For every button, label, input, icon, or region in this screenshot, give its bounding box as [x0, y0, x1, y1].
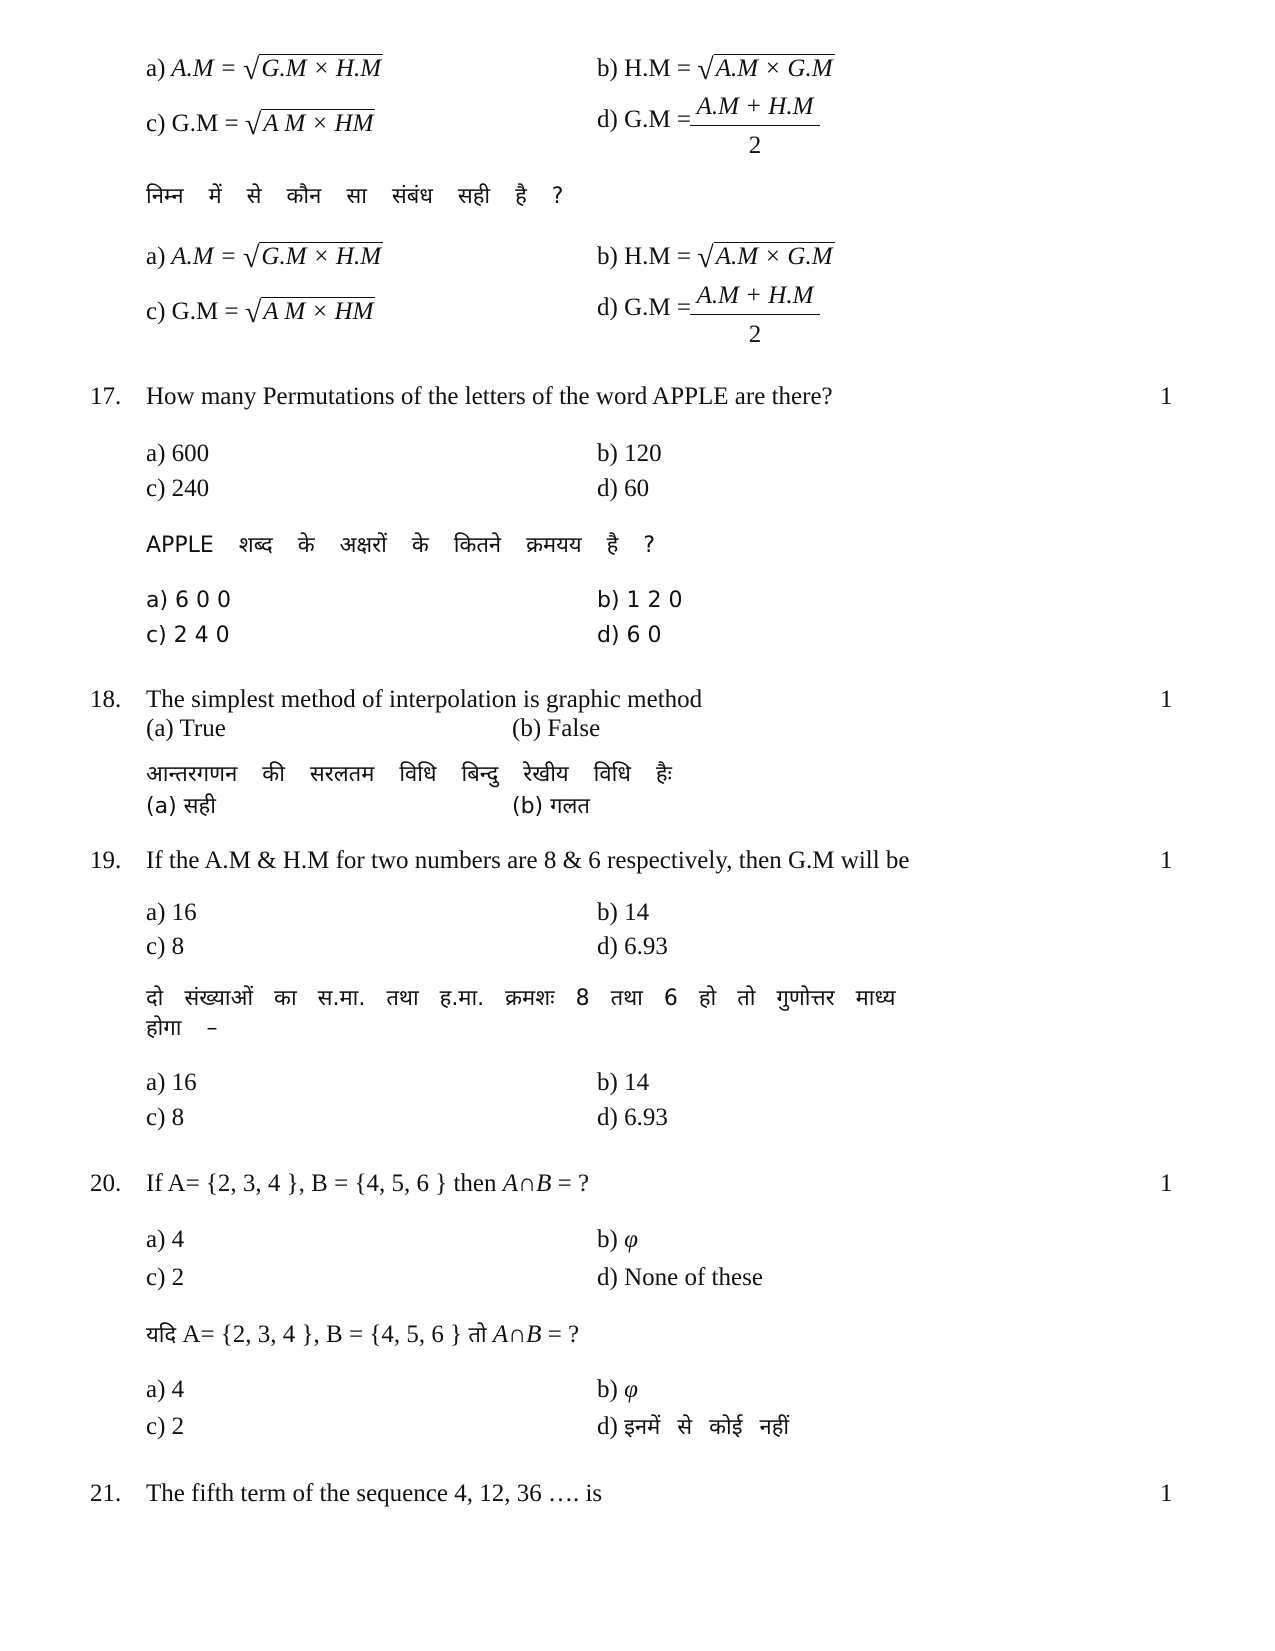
- q16-hindi-option-c-root: √A M × HM: [244, 296, 374, 329]
- q16-option-c-lhs: G.M =: [171, 110, 239, 137]
- q16-hindi-option-a: [146, 240, 383, 274]
- q17-option-a: a) 600: [146, 440, 210, 467]
- q20-hindi-question: [146, 1322, 579, 1347]
- q16-hindi-question: निम्न में से कौन सा संबंध सही है ?: [146, 184, 564, 209]
- q18-marks: 1: [1160, 686, 1173, 713]
- q16-hindi-option-b-label: b): [597, 243, 618, 270]
- q16-hindi-option-a-lhs: A.M =: [171, 243, 237, 270]
- q16-option-b-radicand: A.M × G.M: [715, 55, 833, 82]
- q16-hindi-option-d-denominator: 2: [748, 321, 762, 348]
- q20-option-b-empty-set: φ: [624, 1226, 638, 1253]
- q20-question-text: If A= {2, 3, 4 }, B = {4, 5, 6 } then: [146, 1170, 497, 1197]
- q20-hindi-option-d: [597, 1414, 789, 1439]
- q19-hindi-question-line1: दो संख्याओं का स.मा. तथा ह.मा. क्रमशः 8 तथा 6 हो तो गुणोत्तर माध्य: [146, 986, 896, 1011]
- q20-hindi-suffix: = ?: [547, 1321, 580, 1348]
- q20-question: [146, 1171, 589, 1196]
- q16-hindi-option-c-label: c): [146, 298, 166, 325]
- q16-option-c: [146, 107, 375, 141]
- q19-hindi-option-c: c) 8: [146, 1104, 185, 1131]
- q16-hindi-option-d-fraction: [690, 282, 820, 349]
- q21-marks: 1: [1160, 1480, 1173, 1507]
- q16-option-b-root: √A.M × G.M: [697, 53, 833, 86]
- q16-hindi-option-d-numerator: A.M + H.M: [690, 282, 820, 315]
- q16-option-d: [597, 107, 691, 132]
- q20-hindi-prefix: यदि: [146, 1323, 177, 1348]
- q20-marks: 1: [1160, 1170, 1173, 1197]
- q18-hindi-option-a: (a) सही: [146, 794, 216, 819]
- q19-option-a: a) 16: [146, 899, 197, 926]
- q16-option-a-label: a): [146, 55, 166, 82]
- q20-hindi-option-d-label: d): [597, 1413, 618, 1440]
- q16-option-d-fraction: [690, 93, 820, 160]
- q20-option-c: c) 2: [146, 1264, 185, 1291]
- q20-option-d: d) None of these: [597, 1264, 763, 1291]
- q16-hindi-option-b-lhs: H.M =: [624, 243, 691, 270]
- q17-hindi-option-a: a) 6 0 0: [146, 588, 232, 613]
- q16-option-b: [597, 52, 835, 86]
- q16-option-a: [146, 52, 383, 86]
- q17-question: How many Permutations of the letters of the word APPLE are there?: [146, 383, 833, 410]
- q16-option-c-radicand: A M × HM: [263, 110, 374, 137]
- q16-option-a-root: √G.M × H.M: [242, 53, 382, 86]
- q19-hindi-option-b: b) 14: [597, 1069, 650, 1096]
- q20-hindi-option-b: [597, 1377, 638, 1402]
- q19-hindi-question-line2: होगा –: [146, 1016, 218, 1041]
- q19-number: 19.: [90, 847, 122, 874]
- q16-hindi-option-b: [597, 240, 835, 274]
- q16-hindi-option-b-root: √A.M × G.M: [697, 241, 833, 274]
- q16-option-b-lhs: H.M =: [624, 55, 691, 82]
- q20-hindi-option-b-label: b): [597, 1376, 618, 1403]
- q16-option-a-lhs: A.M =: [171, 55, 237, 82]
- q17-option-d: d) 60: [597, 475, 650, 502]
- q20-hindi-intersection: A∩B: [492, 1321, 542, 1348]
- q17-hindi-option-b: b) 1 2 0: [597, 588, 683, 613]
- q17-hindi-option-d: d) 6 0: [597, 623, 662, 648]
- q16-hindi-option-a-radicand: G.M × H.M: [261, 243, 382, 270]
- q16-hindi-option-b-radicand: A.M × G.M: [715, 243, 833, 270]
- q16-option-d-lhs: G.M =: [624, 106, 691, 133]
- q16-hindi-option-a-root: √G.M × H.M: [242, 241, 382, 274]
- q19-option-c: c) 8: [146, 933, 185, 960]
- q20-option-b-label: b): [597, 1226, 618, 1253]
- q20-option-a: a) 4: [146, 1226, 185, 1253]
- q20-hindi-option-a: a) 4: [146, 1376, 185, 1403]
- q17-marks: 1: [1160, 383, 1173, 410]
- q17-option-c: c) 240: [146, 475, 210, 502]
- q17-hindi-option-c: c) 2 4 0: [146, 623, 230, 648]
- q16-hindi-option-d-label: d): [597, 294, 618, 321]
- q19-hindi-option-a: a) 16: [146, 1069, 197, 1096]
- q19-question: If the A.M & H.M for two numbers are 8 & 6 respectively, then G.M will be: [146, 847, 910, 874]
- q16-option-c-label: c): [146, 110, 166, 137]
- q16-hindi-option-d: [597, 295, 691, 320]
- q20-hindi-to: तो: [468, 1323, 487, 1348]
- q16-option-a-radicand: G.M × H.M: [261, 55, 382, 82]
- q16-option-b-label: b): [597, 55, 618, 82]
- q16-hindi-option-d-lhs: G.M =: [624, 294, 691, 321]
- q17-hindi-question: APPLE शब्द के अक्षरों के कितने क्रमयय है ?: [146, 533, 655, 558]
- q19-option-b: b) 14: [597, 899, 650, 926]
- q19-hindi-option-d: d) 6.93: [597, 1104, 668, 1131]
- q21-number: 21.: [90, 1480, 122, 1507]
- q16-hindi-option-c-lhs: G.M =: [171, 298, 239, 325]
- q16-hindi-option-a-label: a): [146, 243, 166, 270]
- q19-marks: 1: [1160, 847, 1173, 874]
- q20-hindi-option-d-text: इनमें से कोई नहीं: [624, 1415, 790, 1440]
- q17-number: 17.: [90, 383, 122, 410]
- q16-option-d-denominator: 2: [748, 132, 762, 159]
- q20-question-suffix: = ?: [557, 1170, 590, 1197]
- q16-option-d-label: d): [597, 106, 618, 133]
- q16-hindi-option-c: [146, 295, 375, 329]
- q18-number: 18.: [90, 686, 122, 713]
- q21-question: The fifth term of the sequence 4, 12, 36 …. is: [146, 1480, 603, 1507]
- q20-hindi-option-c: c) 2: [146, 1413, 185, 1440]
- q17-option-b: b) 120: [597, 440, 662, 467]
- q18-hindi-question: आन्तरगणन की सरलतम विधि बिन्दु रेखीय विधि हैः: [146, 762, 672, 787]
- q18-option-a: (a) True: [146, 715, 226, 742]
- q16-option-c-root: √A M × HM: [244, 108, 374, 141]
- q20-hindi-option-b-empty-set: φ: [624, 1376, 638, 1403]
- q18-question: The simplest method of interpolation is graphic method: [146, 686, 703, 713]
- q16-option-d-numerator: A.M + H.M: [690, 93, 820, 126]
- q18-hindi-option-b: (b) गलत: [512, 794, 590, 819]
- q16-hindi-option-c-radicand: A M × HM: [263, 298, 374, 325]
- q20-hindi-sets: A= {2, 3, 4 }, B = {4, 5, 6 }: [182, 1321, 463, 1348]
- q20-question-intersection: A∩B: [502, 1170, 552, 1197]
- q20-number: 20.: [90, 1170, 122, 1197]
- q18-option-b: (b) False: [512, 715, 601, 742]
- q19-option-d: d) 6.93: [597, 933, 668, 960]
- q20-option-b: [597, 1227, 638, 1252]
